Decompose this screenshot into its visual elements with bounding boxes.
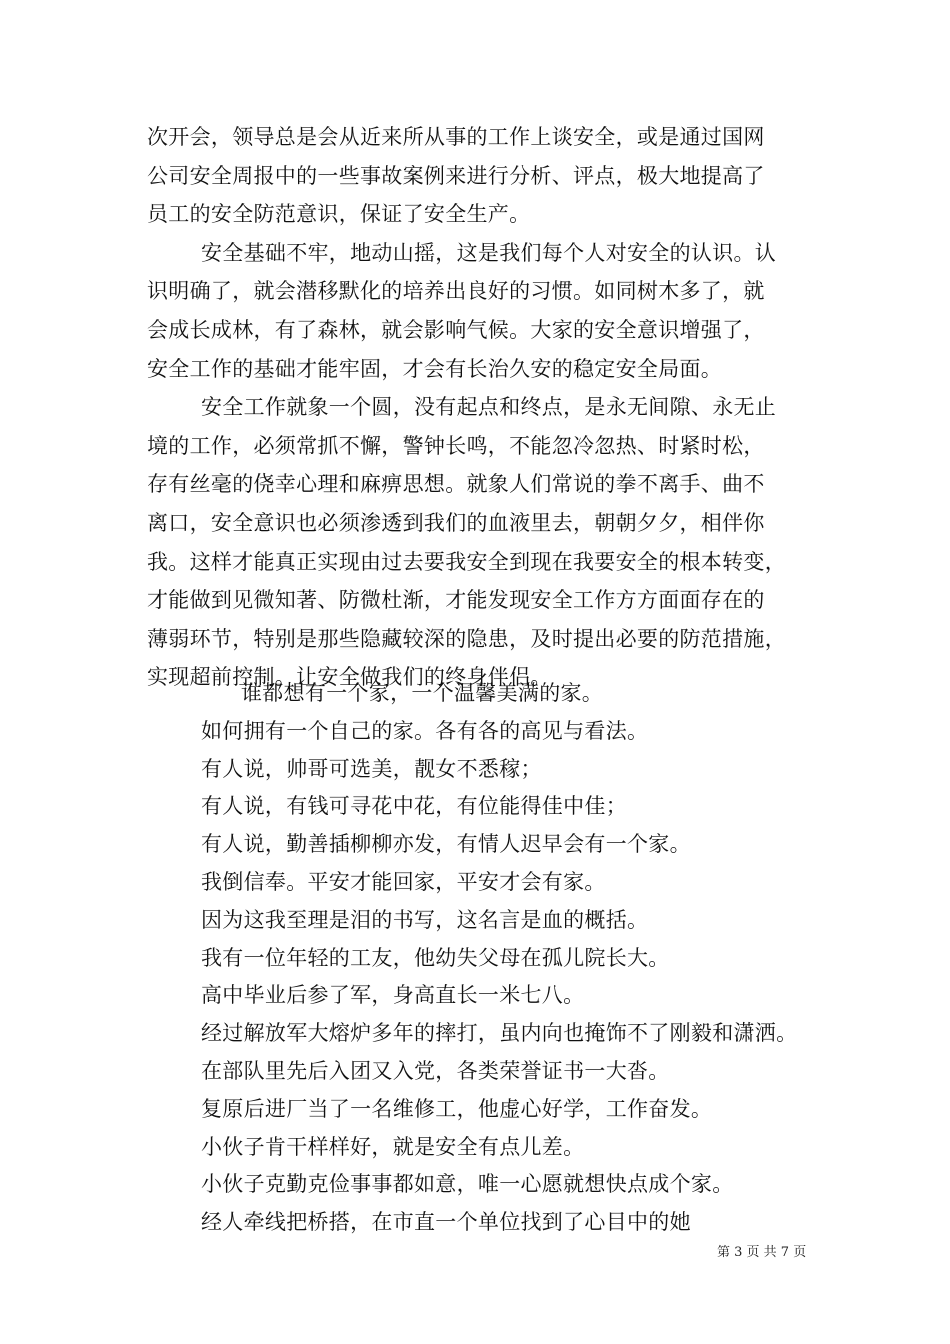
prose-line: 存有丝毫的侥幸心理和麻痹思想。就象人们常说的拳不离手、曲不 <box>147 472 765 497</box>
prose-line: 实现超前控制。让安全做我们的终身伴侣。 <box>147 665 552 690</box>
poem-line: 高中毕业后参了军，身高直长一米七八。 <box>201 983 585 1008</box>
poem-line: 小伙子肯干样样好，就是安全有点儿差。 <box>201 1134 585 1159</box>
prose-line: 会成长成林，有了森林，就会影响气候。大家的安全意识增强了， <box>147 317 765 342</box>
prose-line: 次开会，领导总是会从近来所从事的工作上谈安全，或是通过国网 <box>147 125 765 149</box>
prose-line: 才能做到见微知著、防微杜渐，才能发现安全工作方方面面存在的 <box>147 588 765 613</box>
prose-line: 安全工作的基础才能牢固，才会有长治久安的稳定安全局面。 <box>147 356 723 381</box>
paragraph-start-line: 安全基础不牢，地动山摇，这是我们每个人对安全的认识。认 <box>201 240 777 265</box>
poem-section <box>201 675 841 1242</box>
poem-line: 小伙子克勤克俭事事都如意，唯一心愿就想快点成个家。 <box>201 1172 734 1197</box>
poem-line: 有人说，勤善插柳柳亦发，有情人迟早会有一个家。 <box>201 832 691 857</box>
prose-line: 离口，安全意识也必须渗透到我们的血液里去，朝朝夕夕，相伴你 <box>147 510 765 535</box>
paragraph-start-line: 安全工作就象一个圆，没有起点和终点，是永无间隙、永无止 <box>201 395 777 420</box>
page-number-footer: 第 3 页 共 7 页 <box>717 1245 807 1260</box>
poem-line: 复原后进厂当了一名维修工，他虚心好学，工作奋发。 <box>201 1096 713 1121</box>
prose-line: 我。这样才能真正实现由过去要我安全到现在我要安全的根本转变， <box>147 549 786 574</box>
prose-line: 薄弱环节，特别是那些隐藏较深的隐患，及时提出必要的防范措施， <box>147 626 786 651</box>
prose-line: 公司安全周报中的一些事故案例来进行分析、评点，极大地提高了 <box>147 163 765 188</box>
poem-line: 经过解放军大熔炉多年的摔打，虽内向也掩饰不了刚毅和潇洒。 <box>201 1021 798 1046</box>
poem-line: 在部队里先后入团又入党，各类荣誉证书一大沓。 <box>201 1058 670 1083</box>
poem-line: 如何拥有一个自己的家。各有各的高见与看法。 <box>201 718 649 743</box>
poem-line: 我有一位年轻的工友，他幼失父母在孤儿院长大。 <box>201 945 670 970</box>
poem-line: 经人牵线把桥搭，在市直一个单位找到了心目中的她 <box>201 1210 691 1235</box>
poem-line: 谁都想有一个家，一个温馨美满的家。 <box>241 681 604 705</box>
poem-line: 有人说，帅哥可选美，靓女不悉稼； <box>201 756 542 781</box>
prose-line: 境的工作，必须常抓不懈，警钟长鸣，不能忽冷忽热、时紧时松， <box>147 433 765 458</box>
poem-line: 有人说，有钱可寻花中花，有位能得佳中佳； <box>201 794 627 819</box>
poem-line: 因为这我至理是泪的书写，这名言是血的概括。 <box>201 907 649 932</box>
prose-section <box>147 118 827 697</box>
prose-line: 员工的安全防范意识，保证了安全生产。 <box>147 202 531 227</box>
poem-line: 我倒信奉。平安才能回家，平安才会有家。 <box>201 869 606 894</box>
prose-line: 识明确了，就会潜移默化的培养出良好的习惯。如同树木多了，就 <box>147 279 765 304</box>
